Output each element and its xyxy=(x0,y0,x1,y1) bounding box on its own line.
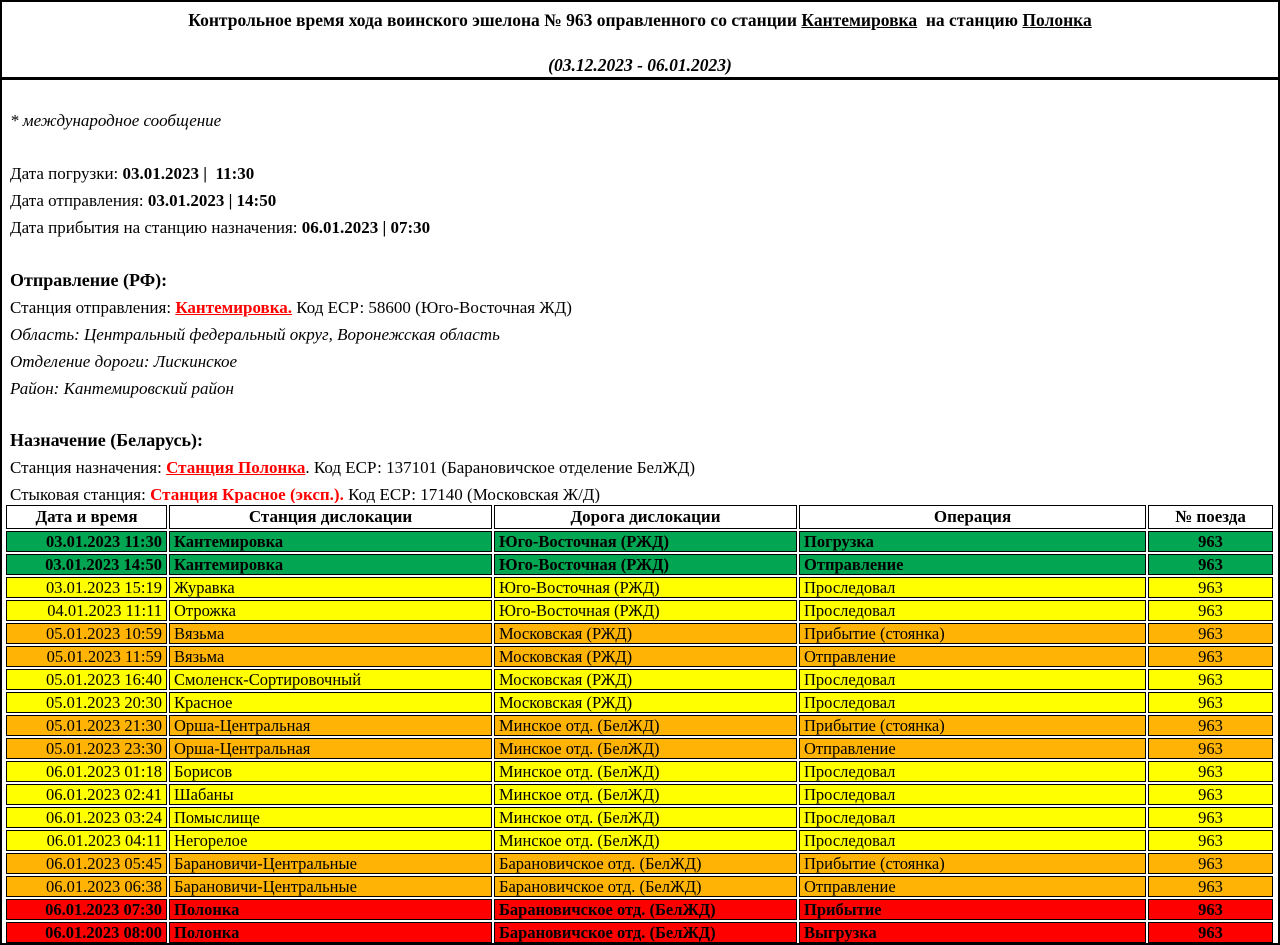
departure-station-line xyxy=(10,294,1278,321)
cell-road: Минское отд. (БелЖД) xyxy=(494,715,797,736)
loading-date-line xyxy=(10,160,1278,187)
cell-datetime: 05.01.2023 23:30 xyxy=(6,738,167,759)
destination-station-label: Станция назначения: xyxy=(10,458,167,477)
cell-datetime: 06.01.2023 06:38 xyxy=(6,876,167,897)
cell-train-number: 963 xyxy=(1148,922,1273,943)
cell-operation: Отправление xyxy=(799,646,1146,667)
cell-station: Полонка xyxy=(169,899,492,920)
cell-operation: Проследовал xyxy=(799,784,1146,805)
departure-region-line: Область: Центральный федеральный округ, Воронежская область xyxy=(10,325,500,344)
cell-datetime: 05.01.2023 10:59 xyxy=(6,623,167,644)
cell-road: Барановичское отд. (БелЖД) xyxy=(494,853,797,874)
departure-station-label: Станция отправления: xyxy=(10,298,176,317)
cell-train-number: 963 xyxy=(1148,784,1273,805)
cell-road: Барановичское отд. (БелЖД) xyxy=(494,922,797,943)
cell-operation: Проследовал xyxy=(799,830,1146,851)
cell-station: Негорелое xyxy=(169,830,492,851)
cell-operation: Выгрузка xyxy=(799,922,1146,943)
cell-station: Смоленск-Сортировочный xyxy=(169,669,492,690)
arrival-date-value: 06.01.2023 | 07:30 xyxy=(301,218,431,237)
cell-road: Барановичское отд. (БелЖД) xyxy=(494,899,797,920)
cell-train-number: 963 xyxy=(1148,600,1273,621)
header-row xyxy=(6,505,1273,529)
cell-station: Орша-Центральная xyxy=(169,738,492,759)
cell-datetime: 05.01.2023 11:59 xyxy=(6,646,167,667)
cell-station: Орша-Центральная xyxy=(169,715,492,736)
table-row xyxy=(6,830,1273,851)
cell-datetime: 06.01.2023 03:24 xyxy=(6,807,167,828)
junction-station-line xyxy=(10,481,1278,503)
table-row xyxy=(6,853,1273,874)
col-header-datetime: Дата и время xyxy=(6,505,167,529)
cell-datetime: 06.01.2023 08:00 xyxy=(6,922,167,943)
cell-operation: Отправление xyxy=(799,554,1146,575)
cell-train-number: 963 xyxy=(1148,531,1273,552)
timeline-header xyxy=(6,505,1273,529)
destination-station-line xyxy=(10,454,1278,481)
cell-datetime: 03.01.2023 15:19 xyxy=(6,577,167,598)
table-row xyxy=(6,876,1273,897)
cell-station: Вязьма xyxy=(169,646,492,667)
cell-station: Борисов xyxy=(169,761,492,782)
international-note: * международное сообщение xyxy=(10,111,222,130)
cell-train-number: 963 xyxy=(1148,692,1273,713)
title-origin-station: Кантемировка xyxy=(801,10,918,30)
cell-train-number: 963 xyxy=(1148,577,1273,598)
loading-date-label: Дата погрузки: xyxy=(10,164,123,183)
cell-operation: Прибытие (стоянка) xyxy=(799,715,1146,736)
arrival-date-label: Дата прибытия на станцию назначения: xyxy=(10,218,302,237)
cell-station: Барановичи-Центральные xyxy=(169,876,492,897)
cell-train-number: 963 xyxy=(1148,669,1273,690)
cell-station: Журавка xyxy=(169,577,492,598)
cell-road: Минское отд. (БелЖД) xyxy=(494,807,797,828)
cell-operation: Прибытие xyxy=(799,899,1146,920)
departure-date-label: Дата отправления: xyxy=(10,191,148,210)
title-prefix: Контрольное время хода воинского эшелона № 963 оправленного со станции xyxy=(188,10,802,30)
table-row xyxy=(6,692,1273,713)
cell-road: Минское отд. (БелЖД) xyxy=(494,784,797,805)
cell-operation: Погрузка xyxy=(799,531,1146,552)
destination-station-link[interactable]: Станция Полонка xyxy=(166,458,306,477)
table-row xyxy=(6,738,1273,759)
cell-road: Московская (РЖД) xyxy=(494,669,797,690)
table-row xyxy=(6,646,1273,667)
col-header-operation: Операция xyxy=(799,505,1146,529)
table-row xyxy=(6,922,1273,943)
cell-datetime: 06.01.2023 05:45 xyxy=(6,853,167,874)
junction-station-name: Станция Красное (эксп.). xyxy=(150,485,344,503)
destination-station-code: . Код ЕСР: 137101 (Барановичское отделение БелЖД) xyxy=(305,458,696,477)
departure-division-line: Отделение дороги: Лискинское xyxy=(10,352,238,371)
destination-section-heading: Назначение (Беларусь): xyxy=(10,430,203,450)
key-dates xyxy=(10,160,1278,241)
cell-datetime: 06.01.2023 02:41 xyxy=(6,784,167,805)
col-header-station: Станция дислокации xyxy=(169,505,492,529)
cell-datetime: 05.01.2023 20:30 xyxy=(6,692,167,713)
cell-road: Юго-Восточная (РЖД) xyxy=(494,600,797,621)
table-row xyxy=(6,715,1273,736)
cell-datetime: 04.01.2023 11:11 xyxy=(6,600,167,621)
cell-operation: Проследовал xyxy=(799,761,1146,782)
departure-station-link[interactable]: Кантемировка. xyxy=(175,298,292,317)
cell-operation: Прибытие (стоянка) xyxy=(799,853,1146,874)
table-row xyxy=(6,784,1273,805)
table-row xyxy=(6,899,1273,920)
table-row xyxy=(6,669,1273,690)
cell-road: Барановичское отд. (БелЖД) xyxy=(494,876,797,897)
cell-road: Минское отд. (БелЖД) xyxy=(494,761,797,782)
cell-station: Барановичи-Центральные xyxy=(169,853,492,874)
timeline-table xyxy=(4,503,1275,945)
cell-operation: Проследовал xyxy=(799,807,1146,828)
cell-train-number: 963 xyxy=(1148,554,1273,575)
cell-datetime: 03.01.2023 11:30 xyxy=(6,531,167,552)
cell-station: Кантемировка xyxy=(169,531,492,552)
arrival-date-line xyxy=(10,214,1278,241)
cell-station: Полонка xyxy=(169,922,492,943)
cell-road: Юго-Восточная (РЖД) xyxy=(494,554,797,575)
col-header-road: Дорога дислокации xyxy=(494,505,797,529)
cell-datetime: 06.01.2023 01:18 xyxy=(6,761,167,782)
cell-road: Московская (РЖД) xyxy=(494,623,797,644)
cell-road: Московская (РЖД) xyxy=(494,692,797,713)
cell-operation: Проследовал xyxy=(799,669,1146,690)
cell-operation: Проследовал xyxy=(799,692,1146,713)
cell-road: Московская (РЖД) xyxy=(494,646,797,667)
cell-train-number: 963 xyxy=(1148,830,1273,851)
page-title xyxy=(2,10,1278,30)
departure-section-heading: Отправление (РФ): xyxy=(10,270,168,290)
cell-road: Минское отд. (БелЖД) xyxy=(494,830,797,851)
cell-datetime: 06.01.2023 04:11 xyxy=(6,830,167,851)
cell-operation: Проследовал xyxy=(799,577,1146,598)
departure-date-value: 03.01.2023 | 14:50 xyxy=(147,191,277,210)
cell-road: Юго-Восточная (РЖД) xyxy=(494,577,797,598)
junction-station-label: Стыковая станция: xyxy=(10,485,151,503)
cell-road: Юго-Восточная (РЖД) xyxy=(494,531,797,552)
title-mid: на станцию xyxy=(917,10,1023,30)
cell-road: Минское отд. (БелЖД) xyxy=(494,738,797,759)
loading-date-value: 03.01.2023 | 11:30 xyxy=(122,164,255,183)
cell-datetime: 06.01.2023 07:30 xyxy=(6,899,167,920)
departure-station-code: Код ЕСР: 58600 (Юго-Восточная ЖД) xyxy=(292,298,572,317)
title-block xyxy=(2,2,1278,80)
cell-train-number: 963 xyxy=(1148,876,1273,897)
cell-train-number: 963 xyxy=(1148,646,1273,667)
cell-datetime: 03.01.2023 14:50 xyxy=(6,554,167,575)
table-row xyxy=(6,554,1273,575)
cell-train-number: 963 xyxy=(1148,853,1273,874)
cell-operation: Отправление xyxy=(799,876,1146,897)
table-row xyxy=(6,761,1273,782)
cell-station: Шабаны xyxy=(169,784,492,805)
timeline-body xyxy=(6,531,1273,943)
cell-train-number: 963 xyxy=(1148,899,1273,920)
junction-station-code: Код ЕСР: 17140 (Московская Ж/Д) xyxy=(343,485,601,503)
cell-train-number: 963 xyxy=(1148,623,1273,644)
cell-train-number: 963 xyxy=(1148,761,1273,782)
cell-operation: Прибытие (стоянка) xyxy=(799,623,1146,644)
cell-operation: Отправление xyxy=(799,738,1146,759)
cell-datetime: 05.01.2023 16:40 xyxy=(6,669,167,690)
cell-operation: Проследовал xyxy=(799,600,1146,621)
table-row xyxy=(6,600,1273,621)
cell-station: Кантемировка xyxy=(169,554,492,575)
cell-datetime: 05.01.2023 21:30 xyxy=(6,715,167,736)
cell-station: Красное xyxy=(169,692,492,713)
departure-date-line xyxy=(10,187,1278,214)
table-row xyxy=(6,807,1273,828)
col-header-train-number: № поезда xyxy=(1148,505,1273,529)
summary-section xyxy=(2,80,1278,503)
date-range: (03.12.2023 - 06.01.2023) xyxy=(548,55,732,75)
cell-station: Помыслище xyxy=(169,807,492,828)
table-row xyxy=(6,623,1273,644)
cell-train-number: 963 xyxy=(1148,715,1273,736)
cell-train-number: 963 xyxy=(1148,738,1273,759)
cell-station: Отрожка xyxy=(169,600,492,621)
table-row xyxy=(6,577,1273,598)
cell-train-number: 963 xyxy=(1148,807,1273,828)
title-destination-station: Полонка xyxy=(1022,10,1092,30)
cell-station: Вязьма xyxy=(169,623,492,644)
table-row xyxy=(6,531,1273,552)
departure-district-line: Район: Кантемировский район xyxy=(10,379,234,398)
